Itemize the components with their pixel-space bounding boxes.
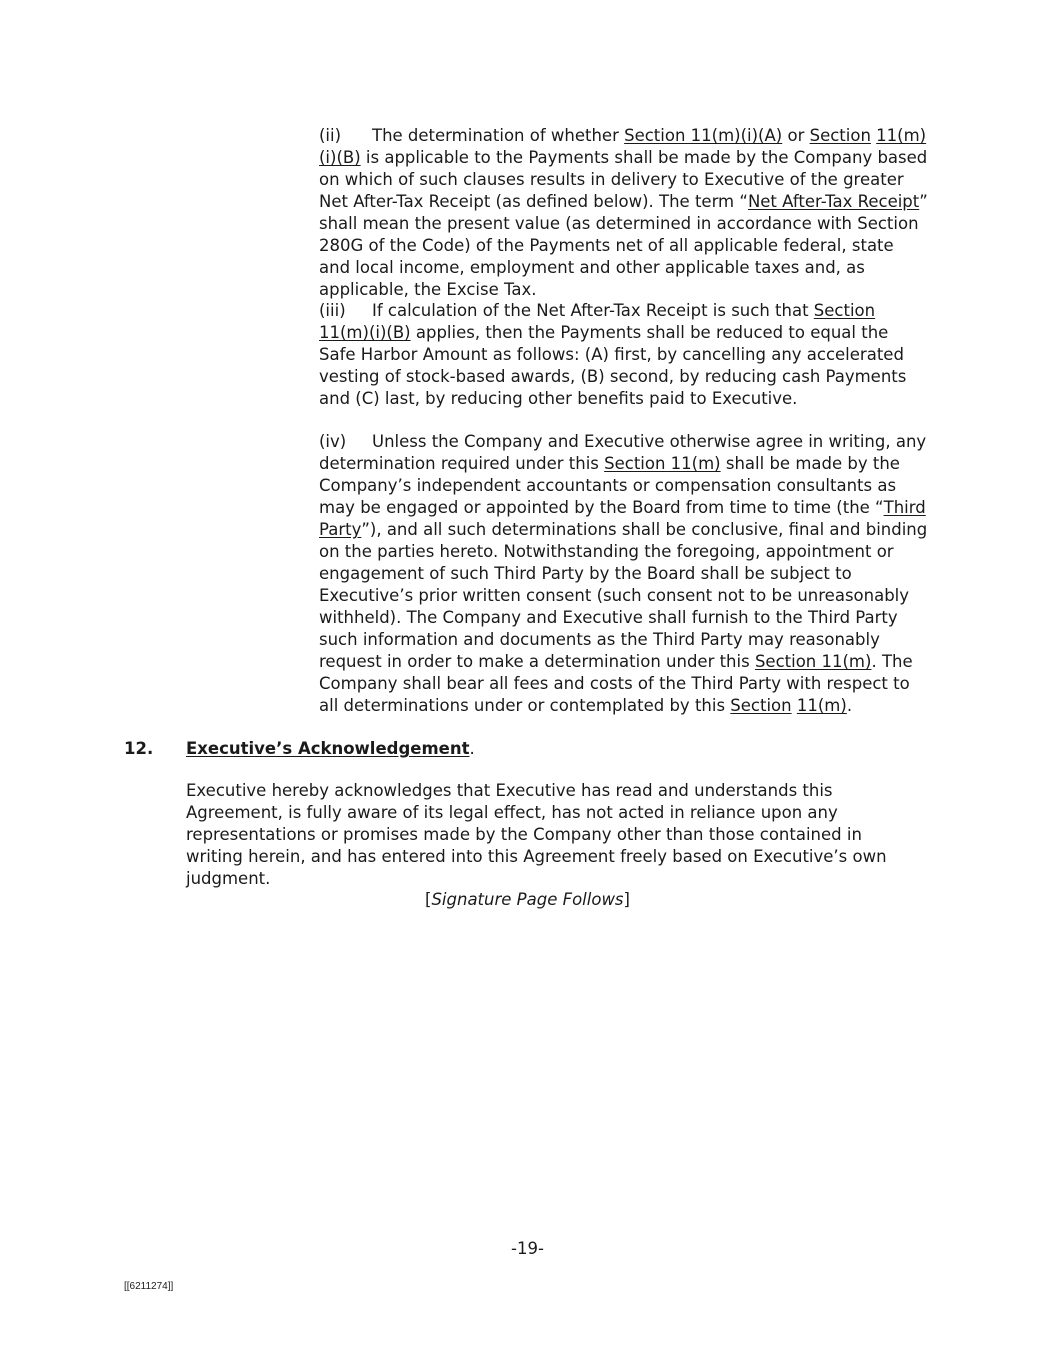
defined-term: Third Party	[319, 498, 926, 539]
signature-page-note: [Signature Page Follows]	[425, 890, 630, 909]
subsection-iii-text: (iii) If calculation of the Net After-Tax Receipt is such that Section 11(m)(i)(B) applies, then the Payments shall be reduced to equal the Safe Harbor Amount as follows: (A) first, by cancelling any accelerated vesting of stock-based awards, (B) second, by reducing cash Payments and (C) last, by reducing other benefits paid to Executive.	[319, 301, 907, 408]
section-reference: 11(m)(i)(B)	[319, 126, 927, 167]
section-12-body	[124, 780, 924, 890]
section-reference: Section	[813, 301, 876, 320]
subsection-ii-text: (ii) The determination of whether Section 11(m)(i)(A) or Section 11(m)(i)(B) is applicable to the Payments shall be made by the Company based on which of such clauses results in delivery to Executive of the greater Net After-Tax Receipt (as defined below). The term “Net After-Tax Receipt” shall mean the present value (as determined in accordance with Section 280G of the Code) of the Payments net of all applicable federal, state and local income, employment and other applicable taxes and, as applicable, the Excise Tax.	[319, 126, 928, 299]
subsection-ii	[248, 125, 928, 301]
section-reference: Section	[730, 696, 792, 715]
section-reference: Section 11(m)(i)(A)	[624, 126, 783, 145]
subsection-iv-text: (iv) Unless the Company and Executive otherwise agree in writing, any determination required under this Section 11(m) shall be made by the Company’s independent accountants or compensation consultants as may be engaged or appointed by the Board from time to time (the “Third Party”), and all such determinations shall be conclusive, final and binding on the parties hereto. Notwithstanding the foregoing, appointment or engagement of such Third Party by the Board shall be subject to Executive’s prior written consent (such consent not to be unreasonably withheld). The Company and Executive shall furnish to the Third Party such information and documents as the Third Party may reasonably request in order to make a determination under this Section 11(m). The Company shall bear all fees and costs of the Third Party with respect to all determinations under or contemplated by this Section 11(m).	[319, 432, 928, 715]
subsection-iii	[248, 300, 928, 410]
defined-term: Net After-Tax Receipt	[747, 192, 920, 211]
subsection-number: (ii)	[319, 126, 342, 145]
subsection-iv	[248, 431, 928, 717]
section-reference: 11(m)	[796, 696, 847, 715]
section-12-heading	[124, 738, 475, 760]
subsection-number: (iii)	[319, 301, 346, 320]
section-reference: Section 11(m)	[604, 454, 721, 473]
section-reference: Section	[809, 126, 871, 145]
section-reference: 11(m)(i)(B)	[319, 323, 411, 342]
subsection-number: (iv)	[319, 432, 347, 451]
section-reference: Section 11(m)	[754, 652, 872, 671]
document-id: [[6211274]]	[124, 1281, 174, 1292]
section-number: 12.	[124, 739, 154, 758]
section-title: Executive’s Acknowledgement	[186, 739, 470, 758]
signature-page-note-text: Signature Page Follows	[431, 890, 624, 909]
section-12-text: Executive hereby acknowledges that Executive has read and understands this Agreement, is fully aware of its legal effect, has not acted in reliance upon any representations or promises made by the Company other than those contained in writing herein, and has entered into this Agreement freely based on Executive’s own judgment.	[186, 781, 887, 888]
section-title-punctuation: .	[469, 739, 475, 758]
page-number: -19-	[511, 1239, 544, 1258]
